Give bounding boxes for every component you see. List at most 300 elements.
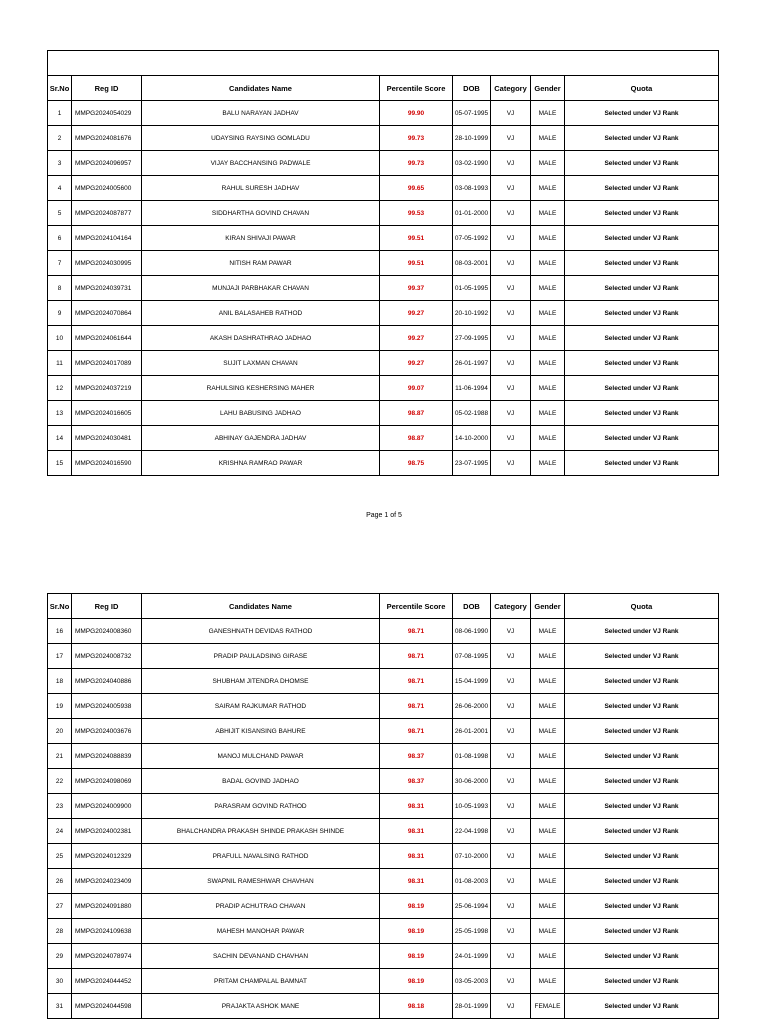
header-candidate-name: Candidates Name	[142, 76, 380, 101]
cell-sr: 17	[48, 644, 72, 669]
cell-category: VJ	[491, 376, 531, 401]
cell-gender: MALE	[531, 969, 565, 994]
cell-reg-id: MMPG2024002381	[72, 819, 142, 844]
cell-sr: 20	[48, 719, 72, 744]
cell-gender: MALE	[531, 226, 565, 251]
cell-percentile-score: 99.27	[380, 351, 453, 376]
cell-gender: MALE	[531, 201, 565, 226]
cell-sr: 18	[48, 669, 72, 694]
table-row	[48, 401, 719, 426]
table-row	[48, 919, 719, 944]
cell-sr: 5	[48, 201, 72, 226]
cell-gender: MALE	[531, 426, 565, 451]
cell-sr: 10	[48, 326, 72, 351]
cell-candidate-name: PRAJAKTA ASHOK MANE	[142, 994, 380, 1019]
cell-reg-id: MMPG2024109638	[72, 919, 142, 944]
cell-sr: 3	[48, 151, 72, 176]
cell-quota: Selected under VJ Rank	[565, 794, 719, 819]
cell-dob: 15-04-1999	[453, 669, 491, 694]
cell-category: VJ	[491, 301, 531, 326]
cell-sr: 25	[48, 844, 72, 869]
cell-quota: Selected under VJ Rank	[565, 151, 719, 176]
cell-reg-id: MMPG2024008360	[72, 619, 142, 644]
header-quota: Quota	[565, 594, 719, 619]
cell-percentile-score: 98.87	[380, 401, 453, 426]
cell-gender: MALE	[531, 276, 565, 301]
cell-candidate-name: LAHU BABUSING JADHAO	[142, 401, 380, 426]
cell-reg-id: MMPG2024091880	[72, 894, 142, 919]
cell-dob: 01-08-1998	[453, 744, 491, 769]
table-row	[48, 376, 719, 401]
cell-candidate-name: MANOJ MULCHAND PAWAR	[142, 744, 380, 769]
cell-gender: MALE	[531, 744, 565, 769]
cell-dob: 01-01-2000	[453, 201, 491, 226]
cell-category: VJ	[491, 919, 531, 944]
cell-category: VJ	[491, 669, 531, 694]
cell-percentile-score: 98.19	[380, 894, 453, 919]
cell-percentile-score: 98.31	[380, 869, 453, 894]
header-sr: Sr.No	[48, 594, 72, 619]
cell-category: VJ	[491, 451, 531, 476]
cell-quota: Selected under VJ Rank	[565, 694, 719, 719]
cell-candidate-name: KIRAN SHIVAJI PAWAR	[142, 226, 380, 251]
table-row	[48, 276, 719, 301]
cell-gender: MALE	[531, 326, 565, 351]
cell-percentile-score: 98.31	[380, 844, 453, 869]
cell-sr: 13	[48, 401, 72, 426]
cell-category: VJ	[491, 619, 531, 644]
cell-category: VJ	[491, 719, 531, 744]
cell-percentile-score: 99.73	[380, 126, 453, 151]
cell-dob: 26-01-1997	[453, 351, 491, 376]
page-footer: Page 1 of 5	[366, 512, 402, 519]
cell-dob: 08-03-2001	[453, 251, 491, 276]
cell-category: VJ	[491, 819, 531, 844]
cell-category: VJ	[491, 644, 531, 669]
cell-sr: 22	[48, 769, 72, 794]
cell-quota: Selected under VJ Rank	[565, 176, 719, 201]
cell-dob: 14-10-2000	[453, 426, 491, 451]
cell-sr: 16	[48, 619, 72, 644]
cell-dob: 25-06-1994	[453, 894, 491, 919]
cell-gender: MALE	[531, 819, 565, 844]
table-row	[48, 869, 719, 894]
cell-dob: 07-05-1992	[453, 226, 491, 251]
cell-reg-id: MMPG2024003676	[72, 719, 142, 744]
table-row	[48, 619, 719, 644]
cell-sr: 28	[48, 919, 72, 944]
cell-reg-id: MMPG2024016605	[72, 401, 142, 426]
cell-percentile-score: 98.31	[380, 819, 453, 844]
cell-dob: 07-08-1995	[453, 644, 491, 669]
table-row	[48, 351, 719, 376]
cell-gender: MALE	[531, 919, 565, 944]
cell-percentile-score: 98.71	[380, 619, 453, 644]
cell-reg-id: MMPG2024098069	[72, 769, 142, 794]
cell-dob: 24-01-1999	[453, 944, 491, 969]
cell-gender: FEMALE	[531, 994, 565, 1019]
cell-dob: 03-08-1993	[453, 176, 491, 201]
cell-gender: MALE	[531, 451, 565, 476]
cell-candidate-name: SACHIN DEVANAND CHAVHAN	[142, 944, 380, 969]
cell-percentile-score: 99.37	[380, 276, 453, 301]
cell-category: VJ	[491, 251, 531, 276]
cell-gender: MALE	[531, 126, 565, 151]
cell-sr: 11	[48, 351, 72, 376]
cell-dob: 20-10-1992	[453, 301, 491, 326]
cell-reg-id: MMPG2024012329	[72, 844, 142, 869]
table-row	[48, 151, 719, 176]
candidates-table-page-2	[47, 593, 719, 1019]
cell-quota: Selected under VJ Rank	[565, 769, 719, 794]
cell-dob: 23-07-1995	[453, 451, 491, 476]
cell-percentile-score: 98.19	[380, 944, 453, 969]
cell-candidate-name: VIJAY BACCHANSING PADWALE	[142, 151, 380, 176]
cell-candidate-name: AKASH DASHRATHRAO JADHAO	[142, 326, 380, 351]
table-row	[48, 226, 719, 251]
cell-category: VJ	[491, 151, 531, 176]
cell-gender: MALE	[531, 351, 565, 376]
table-title-row	[48, 51, 719, 76]
cell-sr: 2	[48, 126, 72, 151]
cell-category: VJ	[491, 944, 531, 969]
cell-dob: 11-06-1994	[453, 376, 491, 401]
table-row	[48, 744, 719, 769]
cell-category: VJ	[491, 276, 531, 301]
header-dob: DOB	[453, 594, 491, 619]
cell-dob: 28-10-1999	[453, 126, 491, 151]
cell-quota: Selected under VJ Rank	[565, 351, 719, 376]
table-row	[48, 694, 719, 719]
header-sr: Sr.No	[48, 76, 72, 101]
cell-reg-id: MMPG2024081676	[72, 126, 142, 151]
cell-category: VJ	[491, 101, 531, 126]
cell-candidate-name: NITISH RAM PAWAR	[142, 251, 380, 276]
cell-dob: 25-05-1998	[453, 919, 491, 944]
cell-candidate-name: ABHIJIT KISANSING BAHURE	[142, 719, 380, 744]
cell-percentile-score: 98.37	[380, 744, 453, 769]
cell-candidate-name: SHUBHAM JITENDRA DHOMSE	[142, 669, 380, 694]
cell-category: VJ	[491, 894, 531, 919]
cell-gender: MALE	[531, 869, 565, 894]
cell-reg-id: MMPG2024030481	[72, 426, 142, 451]
table-row	[48, 994, 719, 1019]
cell-category: VJ	[491, 176, 531, 201]
cell-reg-id: MMPG2024087877	[72, 201, 142, 226]
cell-gender: MALE	[531, 669, 565, 694]
cell-candidate-name: BADAL GOVIND JADHAO	[142, 769, 380, 794]
cell-quota: Selected under VJ Rank	[565, 869, 719, 894]
cell-category: VJ	[491, 744, 531, 769]
cell-gender: MALE	[531, 251, 565, 276]
header-gender: Gender	[531, 76, 565, 101]
cell-candidate-name: KRISHNA RAMRAO PAWAR	[142, 451, 380, 476]
cell-category: VJ	[491, 694, 531, 719]
cell-reg-id: MMPG2024039731	[72, 276, 142, 301]
cell-sr: 14	[48, 426, 72, 451]
cell-reg-id: MMPG2024054029	[72, 101, 142, 126]
cell-percentile-score: 99.51	[380, 226, 453, 251]
cell-quota: Selected under VJ Rank	[565, 719, 719, 744]
cell-quota: Selected under VJ Rank	[565, 669, 719, 694]
cell-quota: Selected under VJ Rank	[565, 844, 719, 869]
cell-quota: Selected under VJ Rank	[565, 619, 719, 644]
table-row	[48, 969, 719, 994]
cell-percentile-score: 98.71	[380, 694, 453, 719]
cell-candidate-name: UDAYSING RAYSING GOMLADU	[142, 126, 380, 151]
cell-sr: 23	[48, 794, 72, 819]
cell-percentile-score: 99.07	[380, 376, 453, 401]
cell-dob: 27-09-1995	[453, 326, 491, 351]
cell-dob: 22-04-1998	[453, 819, 491, 844]
cell-quota: Selected under VJ Rank	[565, 126, 719, 151]
cell-reg-id: MMPG2024078974	[72, 944, 142, 969]
header-category: Category	[491, 594, 531, 619]
cell-dob: 26-01-2001	[453, 719, 491, 744]
cell-reg-id: MMPG2024005600	[72, 176, 142, 201]
cell-dob: 03-05-2003	[453, 969, 491, 994]
cell-candidate-name: SIDDHARTHA GOVIND CHAVAN	[142, 201, 380, 226]
cell-sr: 1	[48, 101, 72, 126]
cell-category: VJ	[491, 126, 531, 151]
cell-dob: 01-05-1995	[453, 276, 491, 301]
cell-category: VJ	[491, 201, 531, 226]
cell-dob: 28-01-1999	[453, 994, 491, 1019]
cell-sr: 9	[48, 301, 72, 326]
cell-candidate-name: MAHESH MANOHAR PAWAR	[142, 919, 380, 944]
cell-percentile-score: 99.27	[380, 301, 453, 326]
cell-quota: Selected under VJ Rank	[565, 919, 719, 944]
cell-candidate-name: PRADIP ACHUTRAO CHAVAN	[142, 894, 380, 919]
cell-dob: 05-07-1995	[453, 101, 491, 126]
cell-gender: MALE	[531, 794, 565, 819]
cell-percentile-score: 99.65	[380, 176, 453, 201]
table-row	[48, 301, 719, 326]
candidates-table-page-1	[47, 50, 719, 476]
cell-gender: MALE	[531, 301, 565, 326]
table-row	[48, 894, 719, 919]
cell-reg-id: MMPG2024104164	[72, 226, 142, 251]
cell-quota: Selected under VJ Rank	[565, 251, 719, 276]
cell-sr: 7	[48, 251, 72, 276]
cell-dob: 01-08-2003	[453, 869, 491, 894]
cell-category: VJ	[491, 326, 531, 351]
cell-sr: 27	[48, 894, 72, 919]
cell-reg-id: MMPG2024017089	[72, 351, 142, 376]
cell-percentile-score: 99.53	[380, 201, 453, 226]
cell-gender: MALE	[531, 376, 565, 401]
cell-candidate-name: SWAPNIL RAMESHWAR CHAVHAN	[142, 869, 380, 894]
cell-percentile-score: 98.71	[380, 669, 453, 694]
cell-percentile-score: 99.90	[380, 101, 453, 126]
cell-candidate-name: SAIRAM RAJKUMAR RATHOD	[142, 694, 380, 719]
cell-gender: MALE	[531, 719, 565, 744]
cell-candidate-name: RAHUL SURESH JADHAV	[142, 176, 380, 201]
cell-gender: MALE	[531, 769, 565, 794]
cell-quota: Selected under VJ Rank	[565, 326, 719, 351]
cell-category: VJ	[491, 994, 531, 1019]
cell-sr: 31	[48, 994, 72, 1019]
cell-category: VJ	[491, 869, 531, 894]
cell-candidate-name: PRAFULL NAVALSING RATHOD	[142, 844, 380, 869]
cell-quota: Selected under VJ Rank	[565, 226, 719, 251]
cell-reg-id: MMPG2024005938	[72, 694, 142, 719]
table-row	[48, 669, 719, 694]
table-row	[48, 719, 719, 744]
header-gender: Gender	[531, 594, 565, 619]
cell-gender: MALE	[531, 176, 565, 201]
cell-gender: MALE	[531, 401, 565, 426]
cell-sr: 8	[48, 276, 72, 301]
header-reg-id: Reg ID	[72, 594, 142, 619]
cell-category: VJ	[491, 844, 531, 869]
cell-quota: Selected under VJ Rank	[565, 451, 719, 476]
cell-gender: MALE	[531, 151, 565, 176]
table-header-row	[48, 76, 719, 101]
table-row	[48, 126, 719, 151]
cell-reg-id: MMPG2024023409	[72, 869, 142, 894]
cell-dob: 08-06-1990	[453, 619, 491, 644]
table-header-row	[48, 594, 719, 619]
cell-gender: MALE	[531, 944, 565, 969]
table-row	[48, 844, 719, 869]
cell-reg-id: MMPG2024096957	[72, 151, 142, 176]
cell-reg-id: MMPG2024044452	[72, 969, 142, 994]
cell-quota: Selected under VJ Rank	[565, 426, 719, 451]
cell-reg-id: MMPG2024037219	[72, 376, 142, 401]
cell-category: VJ	[491, 401, 531, 426]
cell-candidate-name: PRITAM CHAMPALAL BAMNAT	[142, 969, 380, 994]
cell-reg-id: MMPG2024016590	[72, 451, 142, 476]
cell-candidate-name: PRADIP PAULADSING GIRASE	[142, 644, 380, 669]
cell-reg-id: MMPG2024009900	[72, 794, 142, 819]
cell-reg-id: MMPG2024044598	[72, 994, 142, 1019]
cell-category: VJ	[491, 226, 531, 251]
cell-quota: Selected under VJ Rank	[565, 969, 719, 994]
cell-quota: Selected under VJ Rank	[565, 944, 719, 969]
cell-percentile-score: 98.31	[380, 794, 453, 819]
header-percentile-score: Percentile Score	[380, 76, 453, 101]
cell-candidate-name: SUJIT LAXMAN CHAVAN	[142, 351, 380, 376]
cell-quota: Selected under VJ Rank	[565, 401, 719, 426]
header-candidate-name: Candidates Name	[142, 594, 380, 619]
cell-candidate-name: GANESHNATH DEVIDAS RATHOD	[142, 619, 380, 644]
cell-quota: Selected under VJ Rank	[565, 744, 719, 769]
table-row	[48, 769, 719, 794]
table-row	[48, 201, 719, 226]
cell-candidate-name: ABHINAY GAJENDRA JADHAV	[142, 426, 380, 451]
cell-quota: Selected under VJ Rank	[565, 894, 719, 919]
cell-percentile-score: 99.27	[380, 326, 453, 351]
cell-candidate-name: MUNJAJI PARBHAKAR CHAVAN	[142, 276, 380, 301]
cell-gender: MALE	[531, 101, 565, 126]
cell-quota: Selected under VJ Rank	[565, 376, 719, 401]
table-row	[48, 794, 719, 819]
table-row	[48, 426, 719, 451]
cell-quota: Selected under VJ Rank	[565, 101, 719, 126]
cell-candidate-name: RAHULSING KESHERSING MAHER	[142, 376, 380, 401]
cell-sr: 24	[48, 819, 72, 844]
cell-category: VJ	[491, 426, 531, 451]
cell-percentile-score: 98.37	[380, 769, 453, 794]
cell-candidate-name: BHALCHANDRA PRAKASH SHINDE PRAKASH SHINDE	[142, 819, 380, 844]
cell-category: VJ	[491, 351, 531, 376]
header-reg-id: Reg ID	[72, 76, 142, 101]
cell-sr: 4	[48, 176, 72, 201]
cell-quota: Selected under VJ Rank	[565, 994, 719, 1019]
cell-quota: Selected under VJ Rank	[565, 276, 719, 301]
cell-gender: MALE	[531, 894, 565, 919]
cell-dob: 07-10-2000	[453, 844, 491, 869]
cell-gender: MALE	[531, 844, 565, 869]
header-category: Category	[491, 76, 531, 101]
cell-category: VJ	[491, 794, 531, 819]
cell-percentile-score: 98.71	[380, 719, 453, 744]
cell-candidate-name: ANIL BALASAHEB RATHOD	[142, 301, 380, 326]
table-row	[48, 644, 719, 669]
cell-quota: Selected under VJ Rank	[565, 644, 719, 669]
cell-quota: Selected under VJ Rank	[565, 301, 719, 326]
cell-percentile-score: 99.51	[380, 251, 453, 276]
table-row	[48, 176, 719, 201]
cell-reg-id: MMPG2024040886	[72, 669, 142, 694]
table-row	[48, 326, 719, 351]
cell-dob: 03-02-1990	[453, 151, 491, 176]
cell-reg-id: MMPG2024070864	[72, 301, 142, 326]
cell-sr: 30	[48, 969, 72, 994]
table-row	[48, 944, 719, 969]
cell-quota: Selected under VJ Rank	[565, 819, 719, 844]
cell-gender: MALE	[531, 694, 565, 719]
cell-category: VJ	[491, 769, 531, 794]
cell-sr: 26	[48, 869, 72, 894]
cell-sr: 29	[48, 944, 72, 969]
header-percentile-score: Percentile Score	[380, 594, 453, 619]
cell-quota: Selected under VJ Rank	[565, 201, 719, 226]
cell-dob: 30-06-2000	[453, 769, 491, 794]
cell-reg-id: MMPG2024030995	[72, 251, 142, 276]
cell-percentile-score: 98.19	[380, 969, 453, 994]
table-row	[48, 251, 719, 276]
cell-dob: 05-02-1988	[453, 401, 491, 426]
cell-percentile-score: 99.73	[380, 151, 453, 176]
cell-dob: 10-05-1993	[453, 794, 491, 819]
cell-category: VJ	[491, 969, 531, 994]
cell-percentile-score: 98.19	[380, 919, 453, 944]
cell-reg-id: MMPG2024061644	[72, 326, 142, 351]
cell-sr: 15	[48, 451, 72, 476]
header-quota: Quota	[565, 76, 719, 101]
cell-gender: MALE	[531, 619, 565, 644]
cell-candidate-name: BALU NARAYAN JADHAV	[142, 101, 380, 126]
header-dob: DOB	[453, 76, 491, 101]
cell-reg-id: MMPG2024088839	[72, 744, 142, 769]
cell-sr: 6	[48, 226, 72, 251]
cell-percentile-score: 98.18	[380, 994, 453, 1019]
cell-dob: 26-06-2000	[453, 694, 491, 719]
cell-sr: 19	[48, 694, 72, 719]
cell-reg-id: MMPG2024008732	[72, 644, 142, 669]
table-row	[48, 101, 719, 126]
cell-sr: 21	[48, 744, 72, 769]
cell-sr: 12	[48, 376, 72, 401]
table-row	[48, 819, 719, 844]
cell-gender: MALE	[531, 644, 565, 669]
cell-percentile-score: 98.71	[380, 644, 453, 669]
cell-percentile-score: 98.75	[380, 451, 453, 476]
table-row	[48, 451, 719, 476]
cell-candidate-name: PARASRAM GOVIND RATHOD	[142, 794, 380, 819]
